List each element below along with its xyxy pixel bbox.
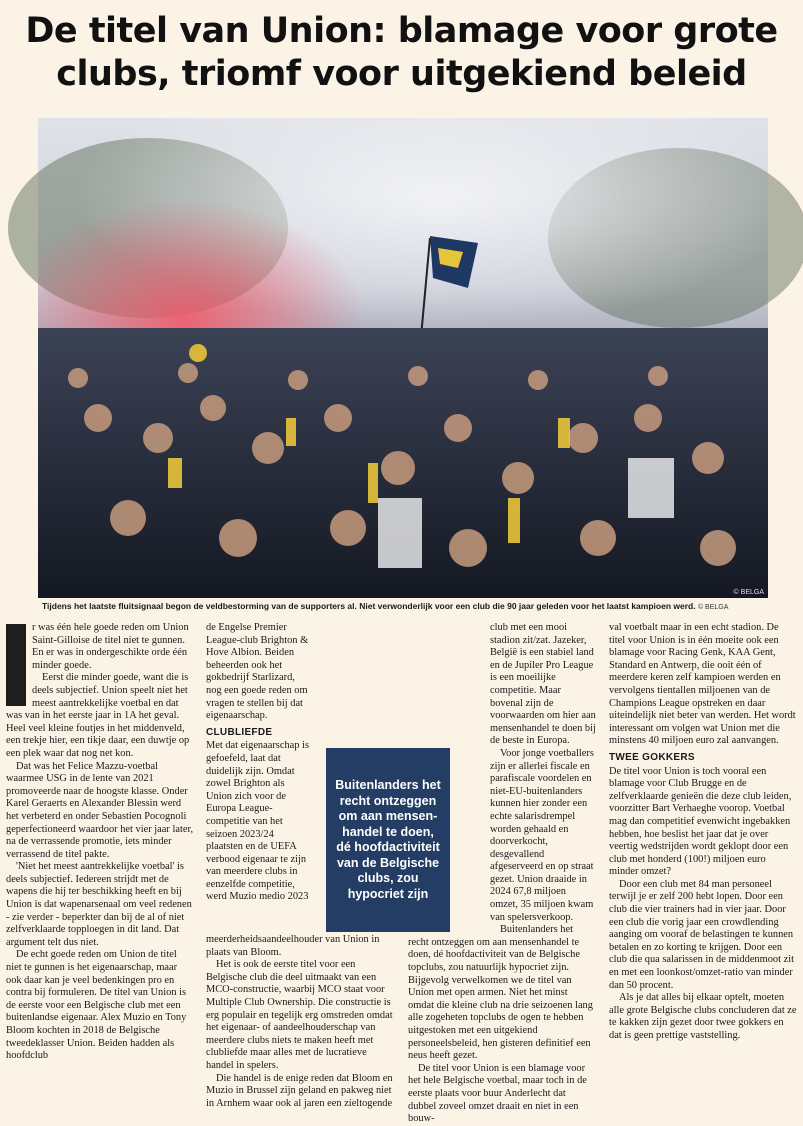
paragraph: val voetbalt maar in een echt stadion. De titel voor Union is in één moeite ook een blamage voor Racing Genk, KAA Gent, Standard en Antwerp, die ooit één of meerdere keren zelf kampioen werden en vervolgens tientallen miljoenen van de Champions League opstreken en daar uiteindelijk niet beter van werden. Het wordt interessant om volgen wat Union met die minstens 40 miljoen euro zal aanvangen.: [609, 622, 796, 747]
paragraph: de Engelse Premier League-club Brighton & Hove Albion. Beiden beheerden ook het gokbedrijf Starlizard, nog een goede reden om vragen te stellen bij dat eigenaarschap.: [206, 622, 309, 722]
article-column-1: [6, 622, 194, 1062]
paragraph: Eerst die minder goede, want die is deels subjectief. Union speelt niet het meest aantrekkelijke voetbal en dat was van in het eerste jaar in 1A het geval. Heel veel kleine foutjes in het middenveld, een trekje hier, een tikje daar, een duwtje op een plek waar dat nog net kon.: [6, 672, 190, 759]
paragraph: Buitenlanders het recht ontzeggen om aan mensenhandel te doen, dé hoofdactiviteit van de Belgische topclubs, zou natuurlijk hypocriet zijn. Bijgevolg verwelkomen we de titel van Union met open armen. Niet het minst omdat die kleine club na drie seizoenen lang alle zogeheten topclubs de ogen te hebben uitgestoken met een uitgekiend personeelsbeleid, hen gisteren definitief een neus heeft gezet.: [408, 924, 593, 1062]
paragraph: Door een club met 84 man personeel terwijl je er zelf 200 hebt lopen. Door een club die vier trainers had in vier jaar. Door een club die vorig jaar een crowdlending aanging om vooraf de belastingen te kunnen betalen en zo korting te krijgen. Door een club die qua salarissen in de middenmoot zit en met een loonkost/omzet-ratio van minder dan 50 procent.: [609, 878, 794, 991]
paragraph: club met een mooi stadion zit/zat. Jazeker, België is een stabiel land en de Jupiler Pro League is een moeilijke competitie. Maar bovenal zijn de voorwaarden om hier aan mensenhandel te doen bij de beste in Europa.: [490, 622, 596, 747]
subheading: TWEE GOKKERS: [609, 751, 695, 763]
paragraph: Met dat eigenaarschap is gefoefeld, laat dat duidelijk zijn. Omdat zowel Brighton als Union zich voor de Europa League-competitie van het seizoen 2023/24 plaatsten en de UEFA verbood eigenaar te zijn van meerdere clubs in eenzelfde competitie, werd Muzio medio 2023 meerderheidsaandeelhouder van Union in plaats van Bloom.: [206, 740, 380, 958]
paragraph: 'Niet het meest aantrekkelijke voetbal' is deels subjectief. Iedereen strijdt met de wapens die hij ter beschikking heeft en bij Union is dat wapenarsenaal om veel redenen - zie verder - beperkter dan bij de al of niet zelfverklaarde topploegen in dit land. Dat argument telt dus niet.: [6, 861, 192, 948]
caption-text: Tijdens het laatste fluitsignaal begon de veldbestorming van de supporters al. Niet verwonderlijk voor een club die 90 jaar geleden voor het laatst kampioen werd.: [42, 601, 696, 611]
paragraph: Het is ook de eerste titel voor een Belgische club die deel uitmaakt van een MCO-constructie, waarbij MCO staat voor Multiple Club Ownership. Die constructie is erg populair en tegelijk erg omstreden omdat het eigenaar- of aandeelhouderschap van meerdere clubs niets te maken heeft met clubliefde maar alles met de lucratieve handel in spelers.: [206, 959, 393, 1071]
caption-credit: © BELGA: [697, 604, 729, 611]
paragraph: De titel voor Union is toch vooral een blamage voor Club Brugge en de zelfverklaarde genieën die deze club leiden, voorzitter Bart Verhaeghe voorop. Voetbal mag dan competitief evenwicht ingebakken hebben, hoe beslist het jaar dat je over veertig wedstrijden wordt geklopt door een club met honderd (100!) miljoen euro minder omzet?: [609, 765, 792, 878]
paragraph: Die handel is de enige reden dat Bloom en Muzio in Brussel zijn geland en pakweg niet in Arnhem waar ook al jaren een zieltogende: [206, 1072, 393, 1109]
crowd-illustration: [38, 118, 768, 598]
paragraph: De echt goede reden om Union de titel niet te gunnen is het eigenaarschap, maar ook daar kan je veel bedenkingen pro en contra bij formuleren. De titel van Union is de eerste voor een Belgische club met een buitenlandse eigenaar. Alex Muzio en Tony Bloom kochten in 2018 de Belgische tweedeklasser Union. Beiden hadden als hoofdclub: [6, 949, 187, 1062]
paragraph: r was één hele goede reden om Union Saint-Gilloise de titel niet te gunnen. En er was in ondergeschikte orde één minder goede.: [32, 622, 189, 671]
photo-credit: © BELGA: [733, 589, 764, 596]
pull-quote: [326, 748, 450, 932]
crowd-photo: [38, 118, 768, 598]
drop-cap: [6, 624, 26, 706]
paragraph: De titel voor Union is een blamage voor het hele Belgische voetbal, maar toch in de eerste plaats voor buur Anderlecht dat dubbel zoveel omzet draait en niet in een bouw-: [408, 1062, 587, 1125]
headline: De titel van Union: blamage voor grote clubs, triomf voor uitgekiend beleid: [25, 11, 778, 94]
paragraph: Als je dat alles bij elkaar optelt, moeten alle grote Belgische clubs concluderen dat ze te kakken zijn gezet door twee gokkers en dat is geen prettige vaststelling.: [609, 992, 797, 1041]
subheading: CLUBLIEFDE: [206, 726, 273, 738]
paragraph: Voor jonge voetballers zijn er allerlei fiscale en parafiscale voordelen en niet-EU-buitenlanders kunnen hier zonder een echte salarisdrempel worden gehaald en doorverkocht, desgevallend afgeserveerd en op straat gezet. Union draaide in 2024 67,8 miljoen omzet, 35 miljoen kwam van spelersverkoop.: [490, 747, 594, 923]
photo-caption: [42, 600, 770, 614]
article-column-4: [609, 622, 797, 1041]
pull-quote-text: Buitenlanders het recht ontzeggen om aan mensen-handel te doen, dé hoofdactiviteit van de Belgische clubs, zou hypocriet zijn: [335, 778, 441, 901]
paragraph: Dat was het Felice Mazzu-voetbal waarmee USG in de lente van 2021 promoveerde naar de hoogste klasse. Onder Karel Geraerts en Alexander Blessin werd het verbeterd en onder Sebastien Pocognoli geperfectioneerd waardoor het vier jaar later, na de verrassende promotie, iets minder verrassend de titel pakte.: [6, 760, 194, 860]
